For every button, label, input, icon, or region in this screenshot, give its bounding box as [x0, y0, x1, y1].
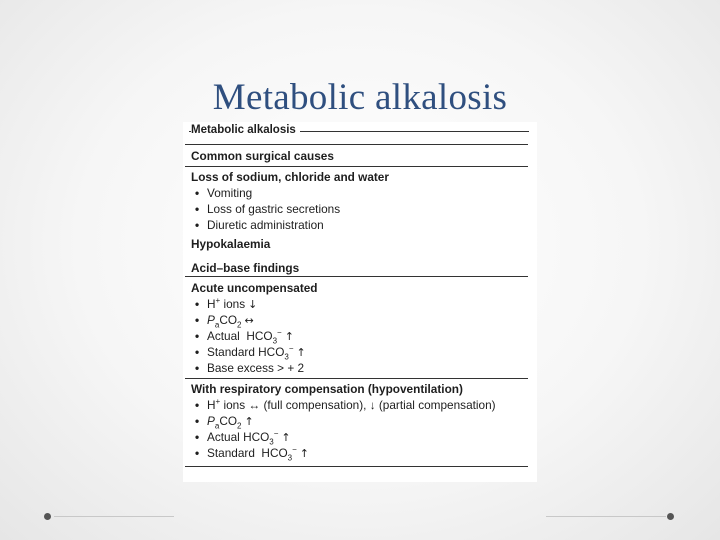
decor-dot-right-icon — [667, 513, 674, 520]
standard-sub: 3 — [284, 352, 289, 362]
slide-title: Metabolic alkalosis — [212, 77, 508, 118]
arrow-up-icon: ↑ — [244, 415, 254, 428]
list-item — [195, 218, 324, 232]
h-superscript: + — [215, 296, 221, 306]
list-item — [195, 361, 304, 375]
loss-item-text: Diuretic administration — [207, 218, 324, 232]
base-excess: Base excess > + 2 — [207, 361, 305, 375]
h-symbol: H — [207, 398, 216, 412]
table-header-label: Metabolic alkalosis — [191, 124, 300, 136]
paco2-p: P — [207, 313, 215, 327]
actual-sub: 3 — [272, 336, 278, 346]
paco2-sub-2: 2 — [237, 421, 242, 431]
table-header — [189, 124, 529, 138]
bullet-icon: • — [195, 361, 200, 375]
arrow-leftright-icon: ↔ — [244, 314, 254, 327]
actual-sub: 3 — [269, 437, 274, 447]
paco2-sub-2: 2 — [237, 320, 242, 330]
arrow-down-icon: ↓ — [248, 298, 258, 311]
standard-sup: − — [292, 445, 297, 455]
bullet-icon: • — [195, 345, 200, 359]
table-bottom-rule — [185, 466, 528, 467]
resp-section — [185, 378, 528, 467]
standard-sub: 3 — [287, 453, 293, 463]
bullet-icon: • — [195, 297, 200, 311]
paco2-co: CO — [219, 414, 238, 428]
actual-sup: − — [273, 429, 279, 439]
list-item — [195, 445, 309, 463]
loss-heading: Loss of sodium, chloride and water — [191, 170, 389, 184]
paco2-co: CO — [219, 313, 238, 327]
bullet-icon: • — [195, 414, 200, 428]
arrow-up-icon: ↑ — [281, 431, 291, 444]
actual-hco3: Actual HCO — [207, 329, 273, 343]
acute-heading: Acute uncompensated — [191, 281, 318, 295]
h-superscript: + — [215, 397, 221, 407]
bullet-icon: • — [195, 202, 200, 216]
arrow-up-icon: ↑ — [296, 346, 306, 359]
acute-section — [185, 276, 528, 379]
standard-hco3: Standard HCO — [207, 345, 285, 359]
bullet-icon: • — [195, 186, 200, 200]
decor-line-right — [546, 516, 666, 517]
bullet-icon: • — [195, 329, 200, 343]
list-item — [195, 202, 340, 216]
h-text: ions ↔ (full compensation), ↓ (partial compensation) — [223, 398, 496, 412]
paco2-sub-a: a — [214, 421, 220, 431]
h-text: ions — [223, 297, 246, 311]
actual-sup: − — [277, 328, 282, 338]
paco2-p: P — [207, 414, 215, 428]
paco2-sub-a: a — [214, 320, 220, 330]
arrow-up-icon: ↑ — [299, 447, 309, 460]
list-item — [195, 398, 496, 412]
arrow-up-icon: ↑ — [284, 330, 294, 343]
list-item — [195, 297, 257, 311]
bullet-icon: • — [195, 218, 200, 232]
bullet-icon: • — [195, 398, 200, 412]
acid-base-heading: Acid–base findings — [191, 261, 300, 275]
list-item — [195, 414, 254, 431]
hypokalaemia-heading: Hypokalaemia — [191, 237, 271, 251]
bullet-icon: • — [195, 313, 200, 327]
common-causes-section — [185, 144, 528, 167]
decor-dot-left-icon — [44, 513, 51, 520]
metabolic-alkalosis-table — [183, 122, 537, 482]
loss-section — [185, 166, 528, 277]
h-symbol: H — [207, 297, 216, 311]
standard-sup: − — [288, 344, 294, 354]
list-item — [195, 328, 294, 346]
bullet-icon: • — [195, 430, 200, 444]
common-causes-heading: Common surgical causes — [191, 149, 334, 163]
loss-item-text: Vomiting — [207, 186, 253, 200]
actual-hco3: Actual HCO — [207, 430, 270, 444]
decor-line-left — [54, 516, 174, 517]
bullet-icon: • — [195, 446, 200, 460]
loss-item-text: Loss of gastric secretions — [207, 202, 341, 216]
list-item — [195, 344, 306, 362]
resp-heading: With respiratory compensation (hypoventilation) — [191, 382, 463, 396]
list-item — [195, 313, 254, 330]
list-item — [195, 429, 291, 447]
standard-hco3: Standard HCO — [207, 446, 288, 460]
list-item — [195, 186, 252, 200]
